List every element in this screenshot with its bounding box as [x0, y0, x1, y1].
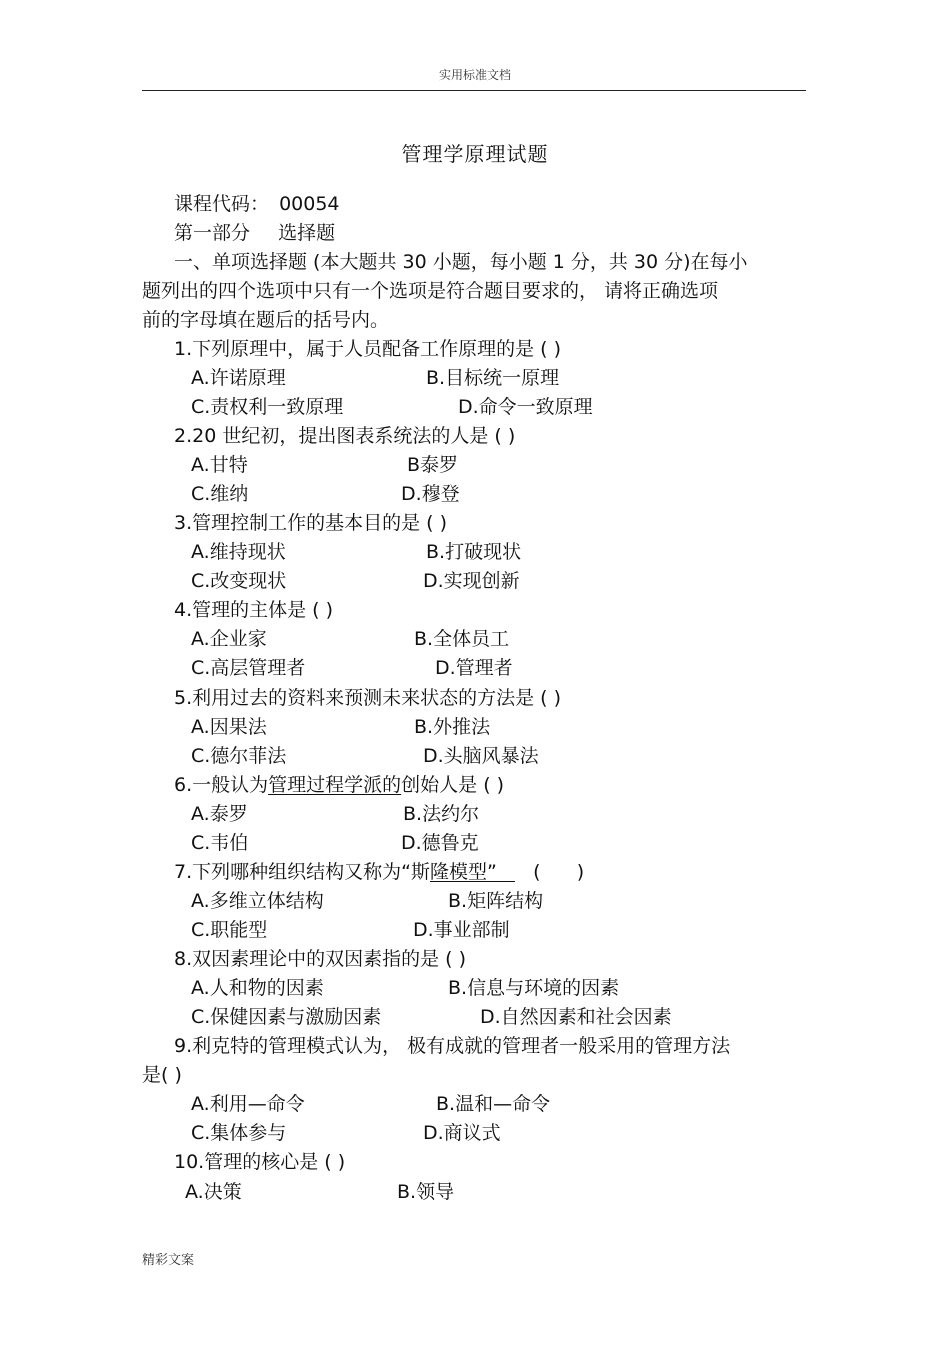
option-a: A.许诺原理 [191, 367, 286, 389]
question-stem: 5.利用过去的资料来预测未来状态的方法是 ( ) [174, 687, 562, 709]
question-stem [174, 860, 584, 884]
question-stem: 1.下列原理中，属于人员配备工作原理的是 ( ) [174, 338, 562, 360]
option-c: C.责权利一致原理 [191, 396, 344, 418]
option-d: D.商议式 [423, 1122, 501, 1144]
option-c: C.集体参与 [191, 1122, 287, 1144]
question-stem-end: ( ) [514, 861, 585, 883]
part-label: 第一部分 [174, 222, 251, 244]
question-stem: 4.管理的主体是 ( ) [174, 599, 334, 621]
part-name: 选择题 [278, 222, 336, 244]
option-b: B.信息与环境的因素 [448, 977, 620, 999]
page-title: 管理学原理试题 [401, 142, 549, 166]
question-stem: 8.双因素理论中的双因素指的是 ( ) [174, 948, 467, 970]
course-code-line [174, 192, 340, 216]
course-label: 课程代码： [174, 193, 270, 215]
option-d: D.实现创新 [423, 570, 520, 592]
option-c: C.改变现状 [191, 570, 287, 592]
option-b: B.领导 [397, 1181, 455, 1203]
course-code: 00054 [279, 193, 340, 215]
question-stem: 2.20 世纪初，提出图表系统法的人是 ( ) [174, 425, 516, 447]
option-c: C.德尔菲法 [191, 745, 287, 767]
question-stem-continued: 是( ) [142, 1064, 182, 1086]
option-d: D.穆登 [401, 483, 460, 505]
question-stem: 3.管理控制工作的基本目的是 ( ) [174, 512, 448, 534]
option-a: A.企业家 [191, 628, 267, 650]
option-a: A.多维立体结构 [191, 890, 324, 912]
option-a: A.维持现状 [191, 541, 286, 563]
option-c: C.高层管理者 [191, 657, 306, 679]
question-stem: 10.管理的核心是 ( ) [174, 1151, 346, 1173]
option-d: D.事业部制 [413, 919, 510, 941]
question-stem: 9.利克特的管理模式认为， 极有成就的管理者一般采用的管理方法 [174, 1035, 731, 1057]
option-a: A.决策 [185, 1181, 242, 1203]
page-footer: 精彩文案 [142, 1253, 195, 1268]
question-stem-start: 6.一般认为 [174, 774, 269, 796]
option-b: B.法约尔 [403, 803, 480, 825]
part-line [174, 221, 335, 245]
instructions-line-3: 前的字母填在题后的括号内。 [142, 309, 390, 331]
option-c: C.保健因素与激励因素 [191, 1006, 382, 1028]
option-d: D.自然因素和社会因素 [480, 1006, 672, 1028]
option-b: B.矩阵结构 [448, 890, 544, 912]
question-stem-end: 创始人是 ( ) [401, 774, 505, 796]
option-d: D.命令一致原理 [458, 396, 593, 418]
question-stem [174, 773, 504, 797]
option-a: A.人和物的因素 [191, 977, 324, 999]
underlined-term: 管理过程学派的 [268, 774, 402, 796]
header-divider [142, 90, 806, 91]
option-c: C.韦伯 [191, 832, 249, 854]
option-b: B.外推法 [414, 716, 491, 738]
option-a: A.因果法 [191, 716, 267, 738]
option-b: B.全体员工 [414, 628, 510, 650]
instructions-line-2: 题列出的四个选项中只有一个选项是符合题目要求的， 请将正确选项 [142, 280, 719, 302]
option-b: B泰罗 [407, 454, 459, 476]
option-b: B.目标统一原理 [426, 367, 560, 389]
underlined-term: 隆模型” [429, 861, 515, 883]
option-b: B.温和—命令 [436, 1093, 551, 1115]
option-a: A.甘特 [191, 454, 248, 476]
option-c: C.维纳 [191, 483, 249, 505]
page-header: 实用标准文档 [438, 68, 511, 82]
option-a: A.利用—命令 [191, 1093, 305, 1115]
option-b: B.打破现状 [426, 541, 522, 563]
instructions-line-1: 一、单项选择题 (本大题共 30 小题，每小题 1 分，共 30 分)在每小 [174, 251, 748, 273]
option-d: D.头脑风暴法 [423, 745, 539, 767]
option-d: D.德鲁克 [401, 832, 479, 854]
option-d: D.管理者 [435, 657, 513, 679]
option-c: C.职能型 [191, 919, 268, 941]
question-stem-start: 7.下列哪种组织结构又称为“斯 [174, 861, 430, 883]
option-a: A.泰罗 [191, 803, 248, 825]
